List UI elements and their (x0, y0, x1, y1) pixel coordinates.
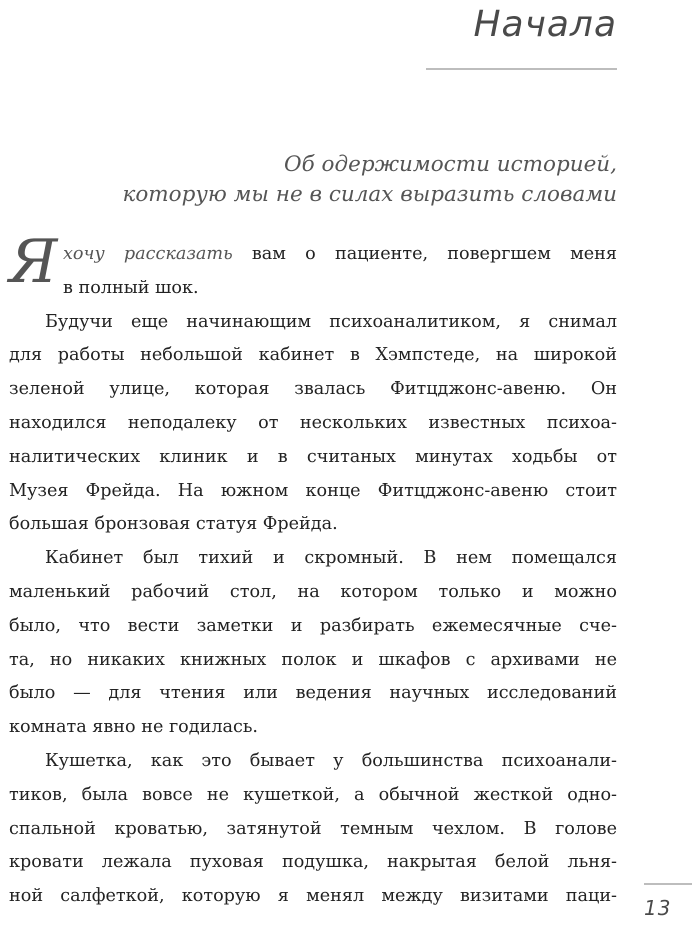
text-line: было, что вести заметки и разбирать ежемесячные сче- (9, 615, 617, 636)
page-number-rule (644, 883, 692, 885)
text-line: кровати лежала пуховая подушка, накрытая белой льня- (9, 852, 617, 873)
paragraph-2 (9, 306, 617, 543)
text-line: Кушетка, как это бывает у большинства психоанали- (45, 750, 617, 771)
page-number: 13 (644, 896, 672, 920)
text-line: находился неподалеку от нескольких известных психоа- (9, 412, 617, 433)
opening-lead-in: хочу рассказать (63, 244, 233, 264)
opening-line-rest: вам о пациенте, повергшем меня (251, 244, 618, 264)
text-line: комната явно не годилась. (9, 717, 259, 738)
paragraph-4 (9, 745, 617, 914)
text-line: налитических клиник и в считаных минутах ходьбы от (9, 446, 617, 467)
text-line: та, но никаких книжных полок и шкафов с архивами не (9, 649, 617, 670)
body-text (9, 227, 618, 914)
text-line: спальной кроватью, затянутой темным чехлом. В голове (9, 818, 617, 839)
epigraph-line: которую мы не в силах выразить словами (122, 182, 617, 207)
chapter-title: Начала (473, 4, 617, 45)
text-line: Будучи еще начинающим психоаналитиком, я снимал (45, 311, 617, 332)
chapter-title-rule (426, 68, 617, 70)
text-line: тиков, была вовсе не кушеткой, а обычной жесткой одно- (9, 784, 617, 805)
text-line: было — для чтения или ведения научных исследований (9, 683, 617, 704)
drop-cap: Я (9, 227, 58, 297)
text-line: маленький рабочий стол, на котором только и можно (9, 581, 617, 602)
text-line: большая бронзовая статуя Фрейда. (9, 514, 338, 535)
opening-line-2: в полный шок. (63, 277, 199, 298)
epigraph-line: Об одержимости историей, (283, 152, 617, 177)
text-line: ной салфеткой, которую я менял между визитами паци- (9, 886, 617, 907)
text-line: зеленой улице, которая звалась Фитцджонс-авеню. Он (9, 379, 617, 400)
text-line: Кабинет был тихий и скромный. В нем помещался (45, 548, 617, 569)
text-line: Музея Фрейда. На южном конце Фитцджонс-авеню стоит (9, 480, 617, 501)
text-line: для работы небольшой кабинет в Хэмпстеде, на широкой (9, 345, 617, 366)
chapter-epigraph (57, 150, 617, 210)
opening-line-text (63, 238, 617, 272)
paragraph-3 (9, 542, 617, 745)
